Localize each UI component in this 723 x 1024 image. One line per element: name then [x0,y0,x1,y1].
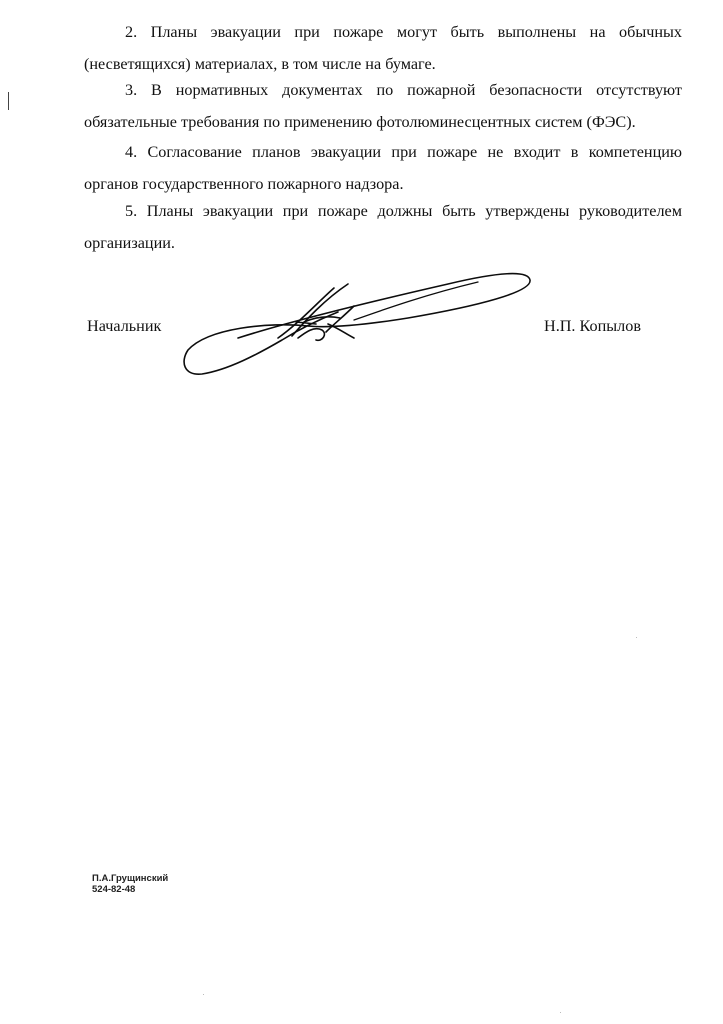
paragraph-3-rest: обязательные требования по применению фотолюминесцентных систем (ФЭС). [84,113,636,131]
scan-speck [636,637,637,638]
handwritten-signature [178,262,538,387]
scan-speck [560,1012,561,1013]
paragraph-3-lead: 3. В нормативных документах по пожарной безопасности отсутствуют [125,81,682,99]
paragraph-5-lead: 5. Планы эвакуации при пожаре должны быть утверждены руководителем [125,202,682,220]
executor-phone: 524-82-48 [92,884,136,895]
executor-name: П.А.Грущинский [92,873,169,884]
paragraph-4-lead: 4. Согласование планов эвакуации при пожаре не входит в компетенцию [125,143,682,161]
paragraph-2 [84,16,682,80]
paragraph-5-rest: организации. [84,234,175,252]
paragraph-3 [84,74,682,138]
scan-artifact-mark [8,92,9,110]
executor-info [92,873,168,895]
signer-position: Начальник [87,317,162,335]
scan-speck [203,994,204,995]
paragraph-4-rest: органов государственного пожарного надзора. [84,175,404,193]
signer-name: Н.П. Копылов [544,317,641,335]
paragraph-2-lead: 2. Планы эвакуации при пожаре могут быть выполнены на обычных [125,23,682,41]
paragraph-4 [84,136,682,200]
paragraph-2-rest: (несветящихся) материалах, в том числе на бумаге. [84,55,436,73]
paragraph-5 [84,195,682,259]
